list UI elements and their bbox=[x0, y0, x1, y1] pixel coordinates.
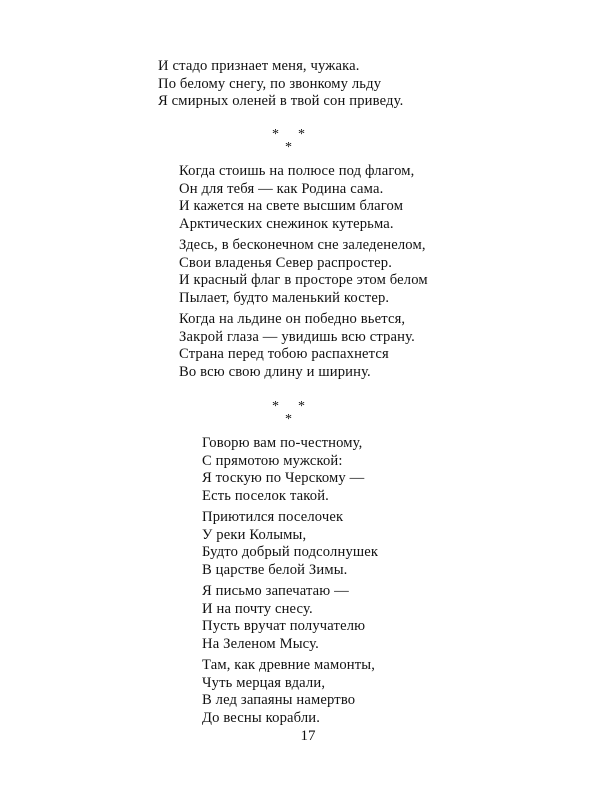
poem-line: В царстве белой Зимы. bbox=[202, 561, 348, 578]
poem-line: По белому снегу, по звонкому льду bbox=[158, 75, 382, 92]
poem-line: Когда на льдине он победно вьется, bbox=[179, 311, 406, 327]
poem-line: Я письмо запечатаю — bbox=[202, 583, 349, 599]
poem-line: Он для тебя — как Родина сама. bbox=[179, 180, 384, 197]
poem-line: Говорю вам по-честному, bbox=[202, 435, 363, 451]
poem-line: Закрой глаза — увидишь всю страну. bbox=[179, 328, 415, 345]
poem-line: Когда стоишь на полюсе под флагом, bbox=[179, 163, 415, 179]
poem-line: Приютился поселочек bbox=[202, 509, 344, 525]
poem-line: Во всю свою длину и ширину. bbox=[179, 363, 371, 380]
poem-line: Есть поселок такой. bbox=[202, 487, 329, 504]
poem-line: Я смирных оленей в твой сон приведу. bbox=[158, 93, 404, 110]
poem-line: Страна перед тобою распахнется bbox=[179, 346, 389, 363]
poem-pole-stanza-3 bbox=[179, 311, 415, 381]
poem-pole-stanza-1 bbox=[179, 163, 414, 233]
poem-line: И на почту снесу. bbox=[202, 600, 313, 617]
asterism-separator: * * * bbox=[272, 399, 305, 427]
poem-line: Свои владенья Север распростер. bbox=[179, 254, 393, 271]
poem-line: И красный флаг в просторе этом белом bbox=[179, 272, 428, 289]
poem-line: У реки Колымы, bbox=[202, 526, 307, 543]
poem-fragment-stanza-1 bbox=[158, 58, 403, 111]
poem-line: Пылает, будто маленький костер. bbox=[179, 289, 390, 306]
poem-line: Чуть мерцая вдали, bbox=[202, 674, 326, 691]
poem-line: В лед запаяны намертво bbox=[202, 692, 356, 709]
poem-line: Пусть вручат получателю bbox=[202, 618, 366, 635]
poem-cherskiy-stanza-1 bbox=[202, 435, 364, 505]
asterism-separator: * * * bbox=[272, 127, 305, 155]
poem-line: На Зеленом Мысу. bbox=[202, 635, 319, 652]
poem-line: Арктических снежинок кутерьма. bbox=[179, 215, 394, 232]
page-number: 17 bbox=[300, 728, 316, 744]
poem-line: С прямотою мужской: bbox=[202, 452, 343, 469]
poem-line: И кажется на свете высшим благом bbox=[179, 198, 404, 215]
poem-line: Здесь, в бесконечном сне заледенелом, bbox=[179, 237, 426, 253]
poem-cherskiy-stanza-3 bbox=[202, 583, 365, 653]
poem-cherskiy-stanza-4 bbox=[202, 657, 375, 727]
poem-line: Я тоскую по Черскому — bbox=[202, 470, 365, 487]
poem-line: До весны корабли. bbox=[202, 709, 321, 726]
poem-line: Будто добрый подсолнушек bbox=[202, 544, 379, 561]
poem-cherskiy-stanza-2 bbox=[202, 509, 378, 579]
poem-line: И стадо признает меня, чужака. bbox=[158, 58, 360, 74]
poem-line: Там, как древние мамонты, bbox=[202, 657, 376, 673]
poem-pole-stanza-2 bbox=[179, 237, 428, 307]
